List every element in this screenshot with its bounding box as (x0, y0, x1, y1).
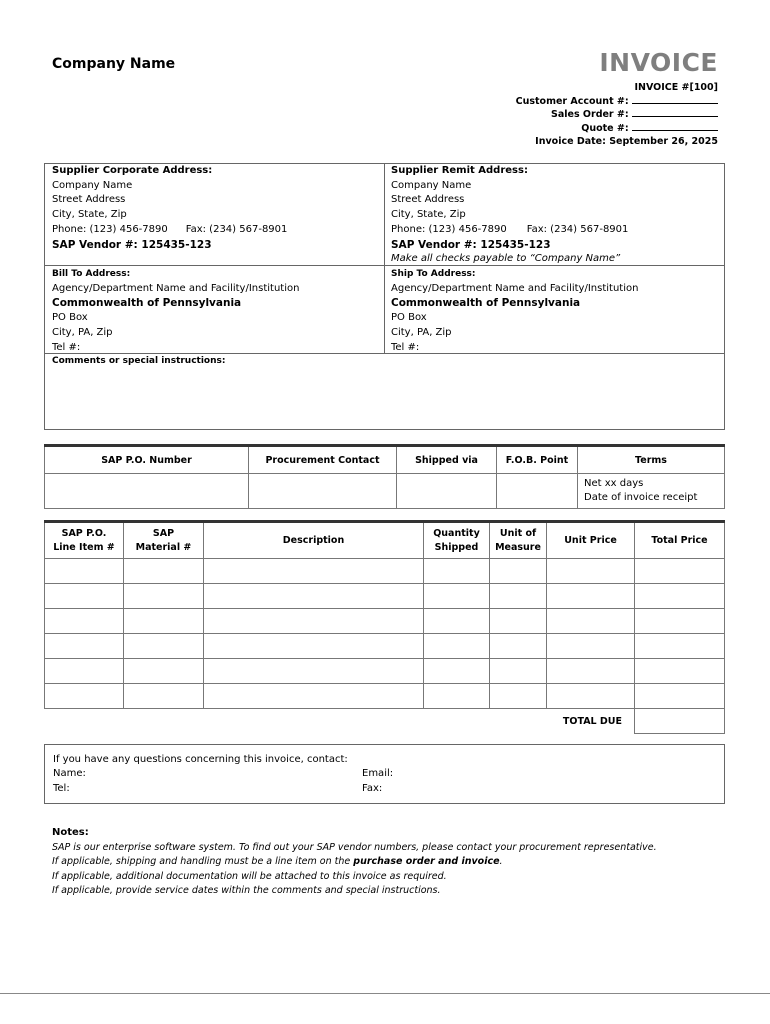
header-material (124, 522, 204, 559)
po-header-number: SAP P.O. Number (45, 446, 249, 474)
invoice-title: INVOICE (599, 48, 718, 77)
supplier-remit-fax: Fax: (234) 567-8901 (526, 223, 629, 235)
table-cell[interactable] (547, 684, 635, 709)
ship-to-po-box: PO Box (391, 312, 427, 324)
po-contact-cell[interactable] (249, 474, 397, 509)
header-uom-1: Unit of (499, 528, 537, 539)
table-cell[interactable] (424, 584, 490, 609)
supplier-corporate-city: City, State, Zip (52, 209, 127, 221)
bill-to-heading: Bill To Address: (52, 269, 131, 279)
table-cell[interactable] (124, 634, 204, 659)
supplier-remit-name: Company Name (391, 179, 472, 191)
contact-name-label: Name: (53, 768, 86, 779)
table-cell[interactable] (124, 659, 204, 684)
bill-to-tel: Tel #: (52, 341, 81, 353)
po-header-terms: Terms (578, 446, 725, 474)
po-fob-cell[interactable] (497, 474, 578, 509)
table-cell[interactable] (635, 634, 725, 659)
items-table (44, 520, 725, 734)
supplier-remit-phone: Phone: (123) 456-7890 (391, 223, 507, 235)
total-due-cell[interactable] (635, 709, 725, 734)
table-cell[interactable] (547, 609, 635, 634)
customer-account-line (516, 95, 718, 109)
table-row (45, 609, 725, 634)
table-cell[interactable] (204, 584, 424, 609)
bill-to-po-box: PO Box (52, 312, 88, 324)
header-uom (490, 522, 547, 559)
company-name: Company Name (52, 56, 176, 72)
supplier-corporate-vendor: SAP Vendor #: 125435-123 (52, 238, 212, 251)
ship-to-tel: Tel #: (391, 341, 420, 353)
invoice-meta (516, 81, 718, 149)
supplier-corporate-heading: Supplier Corporate Address: (52, 165, 213, 176)
table-cell[interactable] (547, 584, 635, 609)
table-cell[interactable] (204, 609, 424, 634)
table-cell[interactable] (490, 684, 547, 709)
supplier-remit-street: Street Address (391, 194, 465, 206)
table-cell[interactable] (547, 659, 635, 684)
notes-line-3: If applicable, additional documentation will be attached to this invoice as required. (52, 870, 447, 882)
terms-line-1: Net xx days (584, 477, 644, 489)
header-description: Description (204, 522, 424, 559)
table-cell[interactable] (424, 659, 490, 684)
notes-line-4: If applicable, provide service dates within the comments and special instructions. (52, 885, 441, 897)
table-cell[interactable] (490, 634, 547, 659)
table-cell[interactable] (45, 684, 124, 709)
table-cell[interactable] (490, 584, 547, 609)
supplier-remit-vendor: SAP Vendor #: 125435-123 (391, 238, 551, 251)
sales-order-label: Sales Order #: (551, 109, 629, 121)
contact-intro: If you have any questions concerning this invoice, contact: (53, 754, 348, 765)
supplier-remit-heading: Supplier Remit Address: (391, 165, 528, 176)
table-cell[interactable] (635, 584, 725, 609)
customer-account-label: Customer Account #: (515, 95, 629, 107)
bill-to-commonwealth: Commonwealth of Pennsylvania (52, 297, 242, 310)
bill-to-agency: Agency/Department Name and Facility/Institution (52, 282, 300, 294)
total-due-row (45, 709, 725, 734)
sales-order-blank (632, 108, 718, 117)
table-cell[interactable] (124, 684, 204, 709)
table-row (45, 684, 725, 709)
bill-to-city: City, PA, Zip (52, 326, 113, 338)
footer-rule (0, 993, 770, 994)
ship-to-city: City, PA, Zip (391, 326, 452, 338)
po-header-shipped-via: Shipped via (397, 446, 497, 474)
notes-heading: Notes: (52, 827, 89, 838)
po-header-contact: Procurement Contact (249, 446, 397, 474)
po-terms-cell[interactable] (578, 474, 725, 509)
table-cell[interactable] (424, 634, 490, 659)
quote-line (516, 122, 718, 136)
po-table (44, 444, 725, 509)
header-quantity-2: Shipped (434, 541, 479, 553)
total-due-label: TOTAL DUE (562, 715, 622, 727)
supplier-corporate-phone: Phone: (123) 456-7890 (52, 223, 168, 235)
quote-label: Quote #: (581, 122, 629, 134)
table-cell[interactable] (124, 609, 204, 634)
quote-blank (632, 122, 718, 131)
header-line-item (45, 522, 124, 559)
contact-fax-label: Fax: (362, 783, 383, 794)
supplier-remit-address (391, 164, 721, 267)
address-divider-vertical (384, 163, 385, 353)
supplier-corporate-street: Street Address (52, 194, 126, 206)
table-cell[interactable] (45, 634, 124, 659)
table-cell[interactable] (204, 684, 424, 709)
table-cell[interactable] (204, 634, 424, 659)
po-number-cell[interactable] (45, 474, 249, 509)
comments-label: Comments or special instructions: (52, 356, 226, 366)
notes-line-2-bold: purchase order and invoice (353, 856, 500, 868)
ship-to-heading: Ship To Address: (391, 269, 476, 279)
table-cell[interactable] (204, 659, 424, 684)
po-shipped-via-cell[interactable] (397, 474, 497, 509)
header-quantity (424, 522, 490, 559)
contact-box (44, 744, 725, 804)
supplier-remit-phone-line (391, 223, 721, 238)
header-line-item-1: SAP P.O. (61, 528, 107, 539)
supplier-corporate-address (52, 164, 380, 252)
header-total-price: Total Price (635, 522, 725, 559)
notes-section (52, 826, 657, 899)
supplier-remit-city: City, State, Zip (391, 209, 466, 221)
table-cell[interactable] (45, 659, 124, 684)
header-material-2: Material # (135, 541, 192, 553)
table-cell[interactable] (124, 559, 204, 584)
table-row (45, 559, 725, 584)
table-cell[interactable] (204, 559, 424, 584)
table-cell[interactable] (124, 584, 204, 609)
header-quantity-1: Quantity (433, 528, 480, 539)
table-cell[interactable] (547, 559, 635, 584)
notes-line-2 (52, 855, 657, 870)
table-row (45, 659, 725, 684)
terms-line-2: Date of invoice receipt (584, 492, 698, 503)
supplier-corporate-phone-line (52, 223, 380, 238)
table-cell[interactable] (45, 559, 124, 584)
supplier-corporate-name: Company Name (52, 179, 133, 191)
customer-account-blank (632, 95, 718, 104)
table-cell[interactable] (635, 684, 725, 709)
header-material-1: SAP (152, 528, 175, 539)
table-cell[interactable] (45, 584, 124, 609)
table-cell[interactable] (424, 609, 490, 634)
notes-line-1: SAP is our enterprise software system. To find out your SAP vendor numbers, please contact your procurement representative. (52, 841, 657, 853)
header-line-item-2: Line Item # (53, 541, 115, 553)
invoice-date: Invoice Date: September 26, 2025 (535, 136, 718, 148)
table-cell[interactable] (635, 609, 725, 634)
header-unit-price: Unit Price (547, 522, 635, 559)
table-cell[interactable] (635, 659, 725, 684)
table-cell[interactable] (424, 684, 490, 709)
table-cell[interactable] (424, 559, 490, 584)
table-cell[interactable] (547, 634, 635, 659)
contact-email-label: Email: (362, 768, 394, 779)
ship-to-commonwealth: Commonwealth of Pennsylvania (391, 297, 581, 310)
table-cell[interactable] (45, 609, 124, 634)
table-cell[interactable] (490, 659, 547, 684)
table-cell[interactable] (490, 559, 547, 584)
table-cell[interactable] (635, 559, 725, 584)
table-cell[interactable] (490, 609, 547, 634)
ship-to-agency: Agency/Department Name and Facility/Institution (391, 282, 639, 294)
sales-order-line (516, 108, 718, 122)
table-row (45, 584, 725, 609)
table-row (45, 634, 725, 659)
header-uom-2: Measure (495, 541, 541, 553)
ship-to-address (391, 267, 721, 355)
comments-field[interactable] (46, 368, 723, 428)
notes-line-2-pre: If applicable, shipping and handling must be a line item on the (52, 856, 354, 868)
bill-to-address (52, 267, 380, 355)
payable-note: Make all checks payable to “Company Name” (391, 253, 621, 265)
notes-line-2-post: . (499, 856, 503, 868)
supplier-corporate-fax: Fax: (234) 567-8901 (185, 223, 288, 235)
po-header-fob: F.O.B. Point (497, 446, 578, 474)
invoice-number: INVOICE #[100] (634, 82, 718, 93)
contact-tel-label: Tel: (53, 783, 70, 794)
